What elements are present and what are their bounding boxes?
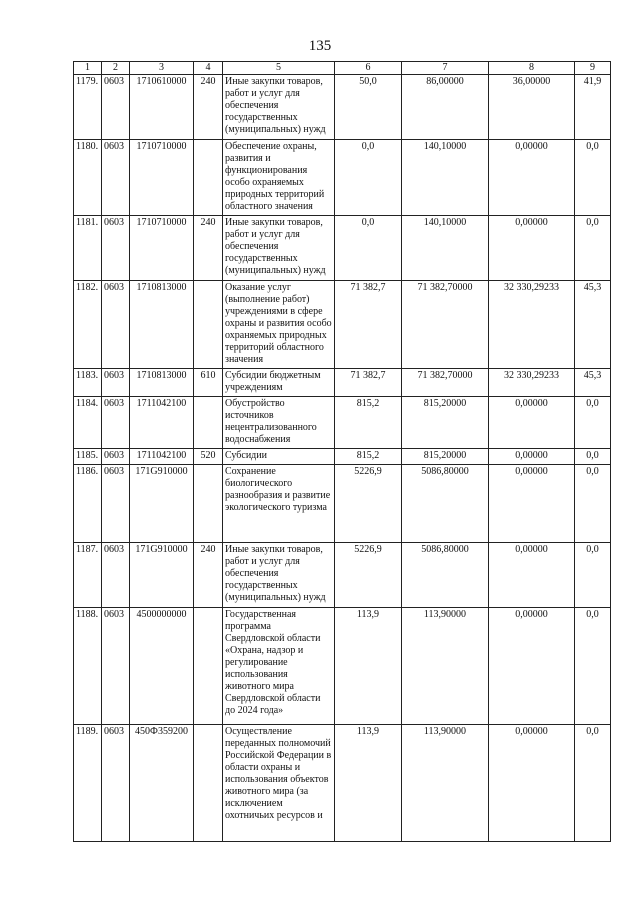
column-header-9: 9 (575, 62, 611, 75)
expense-type-code (194, 608, 223, 725)
execution-percent: 0,0 (575, 397, 611, 449)
expense-type-code (194, 281, 223, 369)
table-row (74, 397, 611, 449)
refined-amount: 113,90000 (402, 725, 489, 842)
column-header-7: 7 (402, 62, 489, 75)
expense-type-code: 240 (194, 216, 223, 281)
column-header-5: 5 (223, 62, 335, 75)
section-code: 0603 (102, 216, 130, 281)
table-header (74, 62, 611, 75)
section-code: 0603 (102, 608, 130, 725)
planned-amount: 5226,9 (335, 465, 402, 543)
section-code: 0603 (102, 281, 130, 369)
executed-amount: 0,00000 (489, 216, 575, 281)
planned-amount: 50,0 (335, 75, 402, 140)
section-code: 0603 (102, 75, 130, 140)
planned-amount: 0,0 (335, 140, 402, 216)
expense-type-code: 610 (194, 369, 223, 397)
expense-type-code (194, 725, 223, 842)
execution-percent: 0,0 (575, 449, 611, 465)
table-row (74, 543, 611, 608)
refined-amount: 113,90000 (402, 608, 489, 725)
item-name: Обеспечение охраны, развития и функционирования особо охраняемых природных территорий областного значения (223, 140, 335, 216)
target-article-code: 4500000000 (130, 608, 194, 725)
column-header-1: 1 (74, 62, 102, 75)
executed-amount: 0,00000 (489, 608, 575, 725)
refined-amount: 140,10000 (402, 140, 489, 216)
refined-amount: 71 382,70000 (402, 369, 489, 397)
expense-type-code: 240 (194, 75, 223, 140)
item-name: Государственная программа Свердловской области «Охрана, надзор и регулирование использования животного мира Свердловской области до 2024 года» (223, 608, 335, 725)
planned-amount: 71 382,7 (335, 281, 402, 369)
target-article-code: 171G910000 (130, 465, 194, 543)
execution-percent: 0,0 (575, 608, 611, 725)
executed-amount: 0,00000 (489, 465, 575, 543)
item-name: Иные закупки товаров, работ и услуг для обеспечения государственных (муниципальных) нужд (223, 216, 335, 281)
execution-percent: 0,0 (575, 725, 611, 842)
table-row (74, 369, 611, 397)
refined-amount: 815,20000 (402, 397, 489, 449)
planned-amount: 815,2 (335, 397, 402, 449)
section-code: 0603 (102, 465, 130, 543)
refined-amount: 140,10000 (402, 216, 489, 281)
item-name: Сохранение биологического разнообразия и развитие экологического туризма (223, 465, 335, 543)
refined-amount: 815,20000 (402, 449, 489, 465)
target-article-code: 450Ф359200 (130, 725, 194, 842)
execution-percent: 0,0 (575, 140, 611, 216)
executed-amount: 36,00000 (489, 75, 575, 140)
expense-type-code (194, 397, 223, 449)
target-article-code: 1710813000 (130, 281, 194, 369)
target-article-code: 1711042100 (130, 449, 194, 465)
planned-amount: 815,2 (335, 449, 402, 465)
execution-percent: 0,0 (575, 543, 611, 608)
execution-percent: 45,3 (575, 281, 611, 369)
target-article-code: 1711042100 (130, 397, 194, 449)
row-number: 1183. (74, 369, 102, 397)
section-code: 0603 (102, 449, 130, 465)
section-code: 0603 (102, 369, 130, 397)
table-row (74, 449, 611, 465)
execution-percent: 0,0 (575, 216, 611, 281)
executed-amount: 32 330,29233 (489, 281, 575, 369)
column-header-4: 4 (194, 62, 223, 75)
row-number: 1184. (74, 397, 102, 449)
executed-amount: 0,00000 (489, 725, 575, 842)
column-header-3: 3 (130, 62, 194, 75)
item-name: Иные закупки товаров, работ и услуг для обеспечения государственных (муниципальных) нужд (223, 75, 335, 140)
row-number: 1189. (74, 725, 102, 842)
executed-amount: 0,00000 (489, 140, 575, 216)
header-row (74, 62, 611, 75)
table-row (74, 75, 611, 140)
column-header-6: 6 (335, 62, 402, 75)
section-code: 0603 (102, 725, 130, 842)
table-row (74, 140, 611, 216)
executed-amount: 32 330,29233 (489, 369, 575, 397)
target-article-code: 171G910000 (130, 543, 194, 608)
item-name: Оказание услуг (выполнение работ) учреждениями в сфере охраны и развития особо охраняемых природных территорий областного значения (223, 281, 335, 369)
execution-percent: 45,3 (575, 369, 611, 397)
refined-amount: 71 382,70000 (402, 281, 489, 369)
expense-type-code (194, 465, 223, 543)
executed-amount: 0,00000 (489, 449, 575, 465)
refined-amount: 86,00000 (402, 75, 489, 140)
expense-type-code (194, 140, 223, 216)
item-name: Обустройство источников нецентрализованного водоснабжения (223, 397, 335, 449)
planned-amount: 5226,9 (335, 543, 402, 608)
column-header-2: 2 (102, 62, 130, 75)
row-number: 1188. (74, 608, 102, 725)
section-code: 0603 (102, 397, 130, 449)
item-name: Иные закупки товаров, работ и услуг для обеспечения государственных (муниципальных) нужд (223, 543, 335, 608)
item-name: Субсидии бюджетным учреждениям (223, 369, 335, 397)
column-header-8: 8 (489, 62, 575, 75)
table-row (74, 216, 611, 281)
page-number: 135 (308, 38, 332, 54)
row-number: 1185. (74, 449, 102, 465)
row-number: 1179. (74, 75, 102, 140)
planned-amount: 0,0 (335, 216, 402, 281)
row-number: 1187. (74, 543, 102, 608)
section-code: 0603 (102, 140, 130, 216)
section-code: 0603 (102, 543, 130, 608)
row-number: 1180. (74, 140, 102, 216)
refined-amount: 5086,80000 (402, 543, 489, 608)
target-article-code: 1710813000 (130, 369, 194, 397)
refined-amount: 5086,80000 (402, 465, 489, 543)
budget-table (73, 61, 611, 842)
table-body (74, 75, 611, 842)
planned-amount: 71 382,7 (335, 369, 402, 397)
table-row (74, 465, 611, 543)
table-row (74, 725, 611, 842)
row-number: 1181. (74, 216, 102, 281)
executed-amount: 0,00000 (489, 543, 575, 608)
target-article-code: 1710710000 (130, 140, 194, 216)
table-row (74, 608, 611, 725)
row-number: 1182. (74, 281, 102, 369)
expense-type-code: 240 (194, 543, 223, 608)
target-article-code: 1710710000 (130, 216, 194, 281)
planned-amount: 113,9 (335, 725, 402, 842)
item-name: Субсидии (223, 449, 335, 465)
item-name: Осуществление переданных полномочий Российской Федерации в области охраны и использования объектов животного мира (за исключением охотничьих ресурсов и (223, 725, 335, 842)
row-number: 1186. (74, 465, 102, 543)
execution-percent: 41,9 (575, 75, 611, 140)
planned-amount: 113,9 (335, 608, 402, 725)
execution-percent: 0,0 (575, 465, 611, 543)
executed-amount: 0,00000 (489, 397, 575, 449)
expense-type-code: 520 (194, 449, 223, 465)
table-row (74, 281, 611, 369)
target-article-code: 1710610000 (130, 75, 194, 140)
